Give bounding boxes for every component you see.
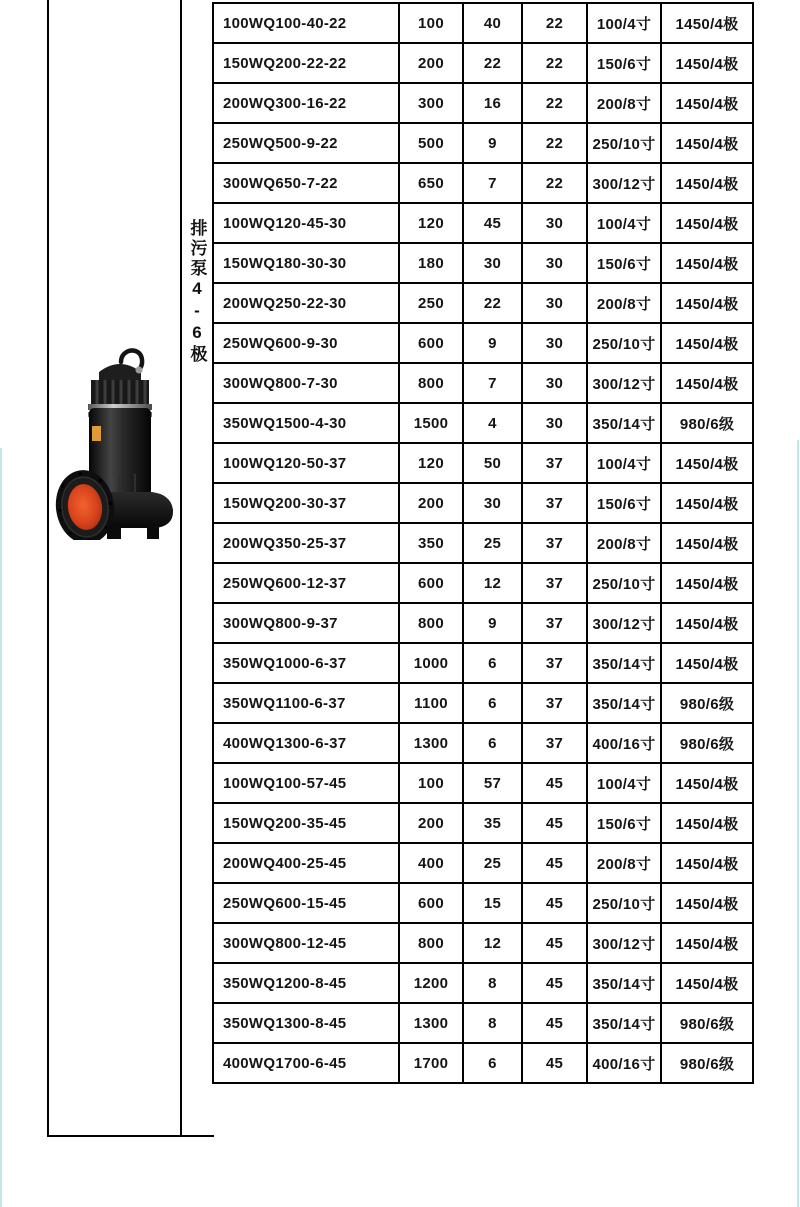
pump-top-cap	[99, 364, 141, 380]
pump-foot	[147, 524, 159, 539]
cell-head: 9	[463, 123, 522, 163]
table-row	[213, 523, 753, 563]
cell-power: 37	[522, 683, 587, 723]
table-row	[213, 883, 753, 923]
cell-power: 30	[522, 403, 587, 443]
cell-model: 250WQ500-9-22	[213, 123, 399, 163]
cell-outlet: 100/4寸	[587, 3, 661, 43]
page-edge-line-left	[0, 448, 2, 1207]
cell-speed: 1450/4极	[661, 83, 753, 123]
cell-head: 22	[463, 283, 522, 323]
cell-head: 22	[463, 43, 522, 83]
cell-model: 100WQ120-45-30	[213, 203, 399, 243]
cell-model: 200WQ300-16-22	[213, 83, 399, 123]
cell-head: 15	[463, 883, 522, 923]
cell-outlet: 200/8寸	[587, 843, 661, 883]
cell-speed: 1450/4极	[661, 883, 753, 923]
cell-model: 250WQ600-12-37	[213, 563, 399, 603]
cell-power: 30	[522, 283, 587, 323]
cell-head: 6	[463, 643, 522, 683]
cell-head: 25	[463, 843, 522, 883]
cell-flow: 1100	[399, 683, 463, 723]
table-row	[213, 323, 753, 363]
cell-flow: 1300	[399, 1003, 463, 1043]
cell-speed: 1450/4极	[661, 643, 753, 683]
cell-outlet: 100/4寸	[587, 203, 661, 243]
cell-head: 6	[463, 683, 522, 723]
cell-power: 45	[522, 803, 587, 843]
cell-head: 12	[463, 563, 522, 603]
cell-outlet: 150/6寸	[587, 803, 661, 843]
cell-speed: 980/6级	[661, 1043, 753, 1083]
cell-power: 22	[522, 43, 587, 83]
table-row	[213, 203, 753, 243]
cell-power: 37	[522, 523, 587, 563]
cell-speed: 1450/4极	[661, 283, 753, 323]
cell-model: 100WQ100-57-45	[213, 763, 399, 803]
cell-head: 30	[463, 243, 522, 283]
cell-power: 37	[522, 643, 587, 683]
table-row	[213, 163, 753, 203]
cell-flow: 800	[399, 603, 463, 643]
cell-power: 22	[522, 163, 587, 203]
cell-head: 7	[463, 363, 522, 403]
cell-flow: 1300	[399, 723, 463, 763]
cell-head: 45	[463, 203, 522, 243]
cell-power: 37	[522, 443, 587, 483]
cell-flow: 800	[399, 363, 463, 403]
table-row	[213, 243, 753, 283]
cell-speed: 1450/4极	[661, 603, 753, 643]
cell-outlet: 250/10寸	[587, 323, 661, 363]
cell-head: 50	[463, 443, 522, 483]
cell-power: 45	[522, 923, 587, 963]
cell-model: 300WQ800-12-45	[213, 923, 399, 963]
cell-outlet: 350/14寸	[587, 643, 661, 683]
cell-outlet: 250/10寸	[587, 123, 661, 163]
cell-speed: 1450/4极	[661, 483, 753, 523]
cell-flow: 300	[399, 83, 463, 123]
cell-outlet: 100/4寸	[587, 443, 661, 483]
cell-power: 37	[522, 483, 587, 523]
cell-power: 30	[522, 363, 587, 403]
cell-speed: 1450/4极	[661, 163, 753, 203]
table-row	[213, 43, 753, 83]
table-row	[213, 963, 753, 1003]
cell-flow: 600	[399, 563, 463, 603]
table-row	[213, 83, 753, 123]
cell-head: 9	[463, 603, 522, 643]
cell-power: 45	[522, 1043, 587, 1083]
cell-model: 400WQ1700-6-45	[213, 1043, 399, 1083]
cell-flow: 600	[399, 323, 463, 363]
table-row	[213, 483, 753, 523]
cell-speed: 1450/4极	[661, 123, 753, 163]
cell-flow: 250	[399, 283, 463, 323]
cell-outlet: 150/6寸	[587, 43, 661, 83]
cell-flow: 120	[399, 443, 463, 483]
cell-flow: 100	[399, 763, 463, 803]
cell-speed: 980/6级	[661, 403, 753, 443]
cell-head: 9	[463, 323, 522, 363]
cell-power: 30	[522, 243, 587, 283]
pump-product-image	[55, 342, 185, 540]
cell-model: 150WQ200-30-37	[213, 483, 399, 523]
cell-speed: 1450/4极	[661, 963, 753, 1003]
cell-model: 350WQ1200-8-45	[213, 963, 399, 1003]
cell-outlet: 350/14寸	[587, 403, 661, 443]
cell-head: 40	[463, 3, 522, 43]
cell-outlet: 200/8寸	[587, 523, 661, 563]
cell-model: 350WQ1100-6-37	[213, 683, 399, 723]
cell-speed: 1450/4极	[661, 243, 753, 283]
cell-flow: 100	[399, 3, 463, 43]
cell-flow: 120	[399, 203, 463, 243]
table-row	[213, 803, 753, 843]
cell-flow: 1500	[399, 403, 463, 443]
cell-flow: 200	[399, 803, 463, 843]
cell-speed: 1450/4极	[661, 43, 753, 83]
table-bottom-border-left	[47, 1135, 214, 1137]
cell-head: 25	[463, 523, 522, 563]
cell-speed: 1450/4极	[661, 923, 753, 963]
cell-head: 16	[463, 83, 522, 123]
cell-power: 22	[522, 123, 587, 163]
cell-model: 150WQ180-30-30	[213, 243, 399, 283]
cell-outlet: 350/14寸	[587, 683, 661, 723]
cell-speed: 1450/4极	[661, 763, 753, 803]
cell-model: 200WQ400-25-45	[213, 843, 399, 883]
cell-head: 8	[463, 963, 522, 1003]
cell-outlet: 350/14寸	[587, 963, 661, 1003]
table-row	[213, 363, 753, 403]
cell-flow: 650	[399, 163, 463, 203]
cell-power: 37	[522, 563, 587, 603]
cell-model: 200WQ250-22-30	[213, 283, 399, 323]
cell-model: 300WQ650-7-22	[213, 163, 399, 203]
cell-flow: 800	[399, 923, 463, 963]
cell-head: 35	[463, 803, 522, 843]
cell-outlet: 150/6寸	[587, 483, 661, 523]
table-row	[213, 123, 753, 163]
cell-flow: 400	[399, 843, 463, 883]
cell-power: 22	[522, 3, 587, 43]
cell-outlet: 400/16寸	[587, 723, 661, 763]
category-label-cell	[181, 219, 213, 365]
cell-speed: 980/6级	[661, 723, 753, 763]
pump-label-sticker	[92, 426, 101, 441]
cell-model: 100WQ120-50-37	[213, 443, 399, 483]
cell-head: 57	[463, 763, 522, 803]
cell-speed: 1450/4极	[661, 443, 753, 483]
cell-flow: 600	[399, 883, 463, 923]
cell-outlet: 300/12寸	[587, 163, 661, 203]
table-row	[213, 923, 753, 963]
cell-outlet: 250/10寸	[587, 883, 661, 923]
table-row	[213, 603, 753, 643]
cell-head: 4	[463, 403, 522, 443]
cell-speed: 1450/4极	[661, 323, 753, 363]
cell-speed: 980/6级	[661, 1003, 753, 1043]
cell-head: 6	[463, 723, 522, 763]
cell-head: 6	[463, 1043, 522, 1083]
cell-flow: 1700	[399, 1043, 463, 1083]
table-row	[213, 843, 753, 883]
spec-table-body	[213, 3, 753, 1083]
cell-flow: 200	[399, 483, 463, 523]
table-row	[213, 1003, 753, 1043]
cell-head: 12	[463, 923, 522, 963]
cell-power: 30	[522, 203, 587, 243]
cell-flow: 1000	[399, 643, 463, 683]
cell-outlet: 400/16寸	[587, 1043, 661, 1083]
cell-flow: 350	[399, 523, 463, 563]
cell-flow: 1200	[399, 963, 463, 1003]
cell-outlet: 150/6寸	[587, 243, 661, 283]
cell-power: 37	[522, 603, 587, 643]
cell-power: 37	[522, 723, 587, 763]
page-edge-line-right	[797, 440, 799, 1207]
table-row	[213, 443, 753, 483]
cell-power: 30	[522, 323, 587, 363]
cell-model: 100WQ100-40-22	[213, 3, 399, 43]
cell-flow: 180	[399, 243, 463, 283]
cell-power: 45	[522, 843, 587, 883]
cell-model: 400WQ1300-6-37	[213, 723, 399, 763]
cell-model: 350WQ1300-8-45	[213, 1003, 399, 1043]
cell-speed: 980/6级	[661, 683, 753, 723]
table-row	[213, 1043, 753, 1083]
cell-model: 150WQ200-22-22	[213, 43, 399, 83]
category-label: 排污泵4-6极	[187, 219, 207, 365]
cell-model: 350WQ1500-4-30	[213, 403, 399, 443]
cell-model: 300WQ800-7-30	[213, 363, 399, 403]
cell-speed: 1450/4极	[661, 363, 753, 403]
cell-speed: 1450/4极	[661, 523, 753, 563]
cell-speed: 1450/4极	[661, 843, 753, 883]
cell-flow: 200	[399, 43, 463, 83]
cell-outlet: 350/14寸	[587, 1003, 661, 1043]
cell-outlet: 100/4寸	[587, 763, 661, 803]
cell-power: 45	[522, 963, 587, 1003]
cell-flow: 500	[399, 123, 463, 163]
cell-outlet: 300/12寸	[587, 603, 661, 643]
cell-outlet: 200/8寸	[587, 83, 661, 123]
table-row	[213, 723, 753, 763]
cell-power: 45	[522, 1003, 587, 1043]
table-row	[213, 643, 753, 683]
table-row	[213, 563, 753, 603]
cell-speed: 1450/4极	[661, 563, 753, 603]
cell-outlet: 200/8寸	[587, 283, 661, 323]
cell-head: 8	[463, 1003, 522, 1043]
cell-model: 150WQ200-35-45	[213, 803, 399, 843]
cell-model: 350WQ1000-6-37	[213, 643, 399, 683]
cell-head: 7	[463, 163, 522, 203]
cell-speed: 1450/4极	[661, 203, 753, 243]
cell-model: 250WQ600-9-30	[213, 323, 399, 363]
cell-model: 300WQ800-9-37	[213, 603, 399, 643]
cell-outlet: 300/12寸	[587, 923, 661, 963]
cell-head: 30	[463, 483, 522, 523]
pump-foot	[107, 526, 121, 539]
spec-table	[212, 2, 754, 1084]
table-row	[213, 283, 753, 323]
cell-power: 22	[522, 83, 587, 123]
table-row	[213, 683, 753, 723]
label-column-left-border	[180, 0, 182, 1137]
table-row	[213, 763, 753, 803]
cell-model: 250WQ600-15-45	[213, 883, 399, 923]
cell-speed: 1450/4极	[661, 3, 753, 43]
cell-model: 200WQ350-25-37	[213, 523, 399, 563]
table-outer-left-border	[47, 0, 49, 1137]
cell-outlet: 250/10寸	[587, 563, 661, 603]
table-row	[213, 3, 753, 43]
table-row	[213, 403, 753, 443]
cell-outlet: 300/12寸	[587, 363, 661, 403]
cell-power: 45	[522, 883, 587, 923]
cell-power: 45	[522, 763, 587, 803]
cell-speed: 1450/4极	[661, 803, 753, 843]
